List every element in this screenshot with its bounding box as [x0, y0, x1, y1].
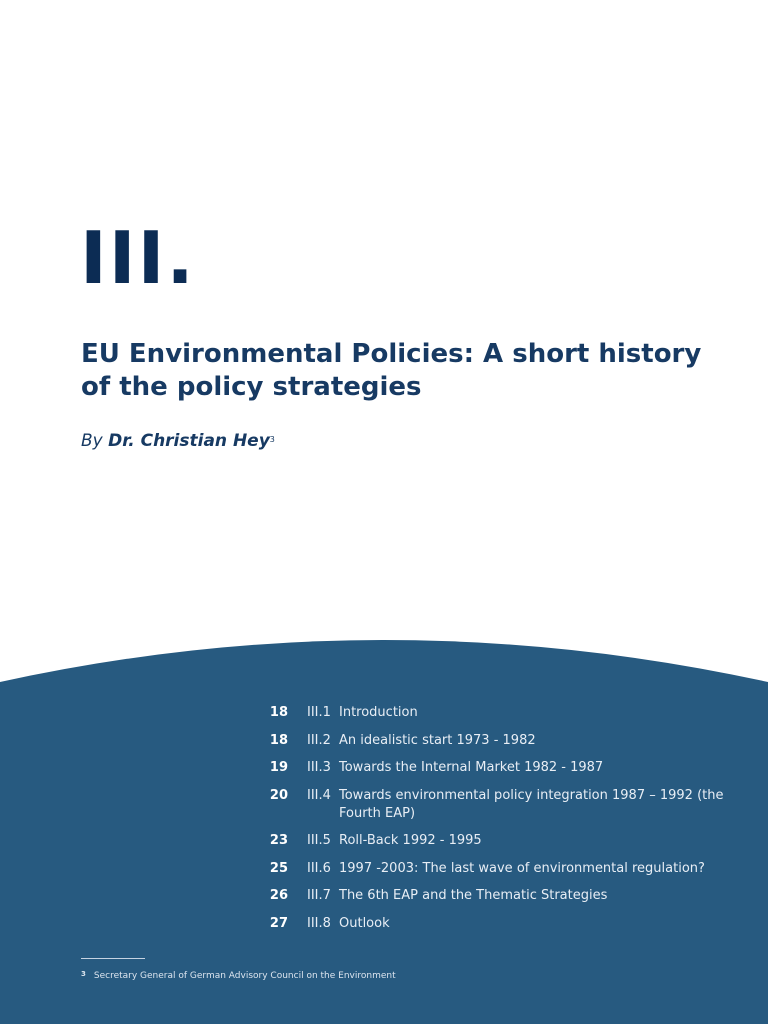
- toc-page-number: 19: [269, 760, 288, 775]
- byline: [81, 431, 275, 451]
- toc-section-number: III.8: [307, 915, 331, 931]
- toc-section-number: III.7: [307, 888, 331, 903]
- toc-item[interactable]: [258, 860, 738, 878]
- toc-section-number: III.5: [307, 833, 331, 848]
- toc-item[interactable]: [258, 787, 738, 823]
- author-note-mark: 3: [269, 435, 275, 444]
- toc-page-number: 23: [269, 833, 288, 848]
- toc-section-title: Towards environmental policy integration 1987 – 1992 (the Fourth EAP): [339, 787, 724, 821]
- chapter-number: III.: [80, 216, 196, 300]
- toc-page-number: 27: [269, 915, 288, 931]
- toc-section-title: The 6th EAP and the Thematic Strategies: [339, 888, 608, 903]
- toc-section-number: III.6: [307, 860, 331, 876]
- toc-page-number: 26: [269, 888, 288, 903]
- toc-item[interactable]: [258, 759, 738, 777]
- author-name: Dr. Christian Hey: [108, 431, 270, 451]
- footnote-text: Secretary General of German Advisory Council on the Environment: [93, 971, 396, 981]
- toc-section-title: Outlook: [339, 915, 390, 931]
- toc-item[interactable]: [258, 732, 738, 750]
- toc-section-title: An idealistic start 1973 - 1982: [339, 732, 536, 748]
- toc-section-number: III.1: [307, 705, 331, 720]
- footnote-divider: [81, 958, 145, 959]
- footnote: [81, 970, 396, 981]
- toc-section-title: Towards the Internal Market 1982 - 1987: [339, 760, 604, 775]
- toc-item[interactable]: [258, 915, 738, 933]
- byline-prefix: By: [81, 431, 103, 451]
- toc-section-title: Roll-Back 1992 - 1995: [339, 833, 482, 848]
- toc-page-number: 18: [269, 705, 288, 720]
- toc-item[interactable]: [258, 704, 738, 722]
- chapter-title: EU Environmental Policies: A short history of the policy strategies: [81, 339, 702, 402]
- toc-section-number: III.4: [307, 787, 331, 803]
- toc-page-number: 25: [269, 860, 288, 876]
- toc-page-number: 20: [269, 787, 288, 803]
- toc-item[interactable]: [258, 832, 738, 850]
- toc-section-title: 1997 -2003: The last wave of environmental regulation?: [339, 860, 705, 876]
- table-of-contents: [258, 704, 738, 942]
- toc-section-number: III.2: [307, 732, 331, 748]
- toc-section-title: Introduction: [339, 705, 418, 720]
- toc-page-number: 18: [269, 732, 288, 748]
- toc-section-number: III.3: [307, 760, 331, 775]
- toc-item[interactable]: [258, 887, 738, 905]
- footnote-mark: 3: [81, 970, 86, 978]
